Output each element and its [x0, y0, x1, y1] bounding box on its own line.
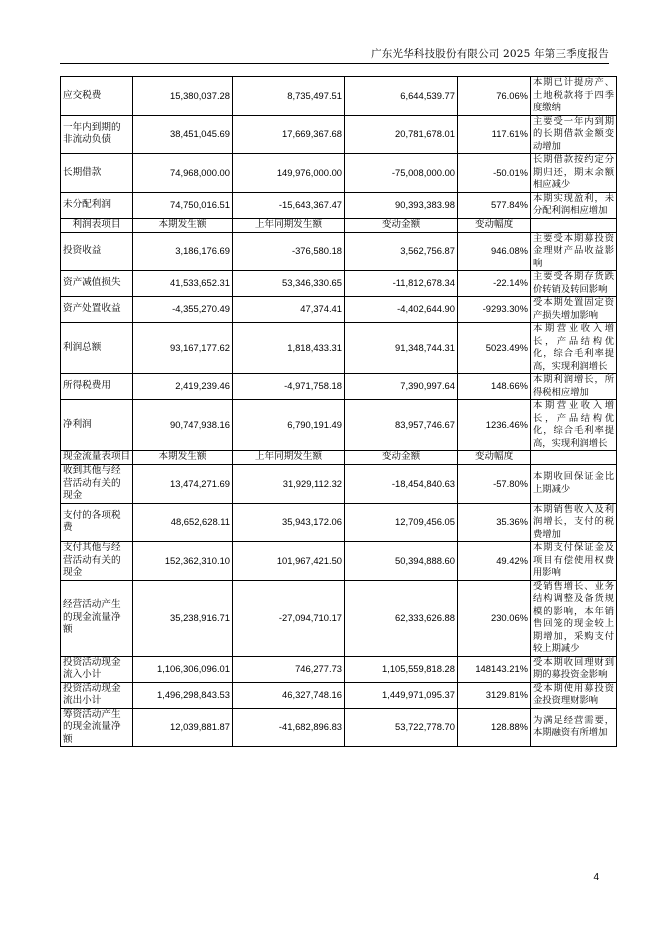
row-label: 支付的各项税费 [61, 503, 133, 542]
row-label: 应交税费 [61, 77, 133, 116]
current-period-value: 48,652,628.11 [133, 503, 233, 542]
current-period-value: 74,750,016.51 [133, 192, 233, 218]
change-amount: 50,394,888.60 [345, 542, 458, 581]
current-period-value: 3,186,176.69 [133, 232, 233, 271]
current-period-value: 90,747,938.16 [133, 400, 233, 451]
prior-period-value: -376,580.18 [233, 232, 345, 271]
row-label: 所得税费用 [61, 374, 133, 400]
prior-period-value: -15,643,367.47 [233, 192, 345, 218]
table-row [61, 580, 617, 656]
column-header-note [531, 218, 617, 232]
change-amount: 53,722,778.70 [345, 708, 458, 747]
page-number: 4 [593, 872, 599, 883]
column-header-current: 本期发生额 [133, 451, 233, 465]
change-reason: 受销售增长、业务结构调整及备货规模的影响，本年销售回笼的现金较上期增加，采购支付较上期减少 [531, 580, 617, 656]
column-header-percent: 变动幅度 [458, 218, 531, 232]
change-percent: -9293.30% [458, 297, 531, 323]
prior-period-value: -4,971,758.18 [233, 374, 345, 400]
change-reason: 受本期使用募投资金投资理财影响 [531, 682, 617, 708]
column-header-change: 变动金额 [345, 451, 458, 465]
column-header-previous: 上年同期发生额 [233, 218, 345, 232]
change-amount: 1,105,559,818.28 [345, 656, 458, 682]
row-label: 资产减值损失 [61, 271, 133, 297]
change-percent: 3129.81% [458, 682, 531, 708]
change-reason: 长期借款按约定分期归还，期末余额相应减少 [531, 154, 617, 193]
change-amount: -75,008,000.00 [345, 154, 458, 193]
table-row [61, 682, 617, 708]
prior-period-value: 35,943,172.06 [233, 503, 345, 542]
current-period-value: -4,355,270.49 [133, 297, 233, 323]
financial-changes-table [60, 76, 617, 747]
change-percent: 230.06% [458, 580, 531, 656]
current-period-value: 74,968,000.00 [133, 154, 233, 193]
row-label: 筹资活动产生的现金流量净额 [61, 708, 133, 747]
prior-period-value: 101,967,421.50 [233, 542, 345, 581]
change-amount: -4,402,644.90 [345, 297, 458, 323]
table-row [61, 297, 617, 323]
row-label: 支付其他与经营活动有关的现金 [61, 542, 133, 581]
prior-period-value: 47,374.41 [233, 297, 345, 323]
change-reason: 主要受一年内到期的长期借款金额变动增加 [531, 115, 617, 154]
row-label: 一年内到期的非流动负债 [61, 115, 133, 154]
change-reason: 本期销售收入及利润增长，支付的税费增加 [531, 503, 617, 542]
change-amount: 7,390,997.64 [345, 374, 458, 400]
change-reason: 本期收回保证金比上期减少 [531, 465, 617, 504]
change-percent: 577.84% [458, 192, 531, 218]
current-period-value: 35,238,916.71 [133, 580, 233, 656]
current-period-value: 1,496,298,843.53 [133, 682, 233, 708]
row-label: 未分配利润 [61, 192, 133, 218]
table-row [61, 232, 617, 271]
prior-period-value: -27,094,710.17 [233, 580, 345, 656]
change-reason: 本期利润增长，所得税相应增加 [531, 374, 617, 400]
change-reason: 受本期收回理财到期的募投资金影响 [531, 656, 617, 682]
change-amount: -18,454,840.63 [345, 465, 458, 504]
current-period-value: 15,380,037.28 [133, 77, 233, 116]
column-header-percent: 变动幅度 [458, 451, 531, 465]
change-percent: 117.61% [458, 115, 531, 154]
current-period-value: 93,167,177.62 [133, 323, 233, 374]
change-percent: 5023.49% [458, 323, 531, 374]
current-period-value: 2,419,239.46 [133, 374, 233, 400]
prior-period-value: 17,669,367.68 [233, 115, 345, 154]
row-label: 经营活动产生的现金流量净额 [61, 580, 133, 656]
change-percent: 128.88% [458, 708, 531, 747]
row-label: 资产处置收益 [61, 297, 133, 323]
change-percent: 49.42% [458, 542, 531, 581]
change-reason: 本期营业收入增长，产品结构优化，综合毛利率提高，实现利润增长 [531, 400, 617, 451]
change-reason: 本期已计提房产、土地税款将于四季度缴纳 [531, 77, 617, 116]
current-period-value: 12,039,881.87 [133, 708, 233, 747]
table-row [61, 154, 617, 193]
row-label: 收到其他与经营活动有关的现金 [61, 465, 133, 504]
change-percent: -50.01% [458, 154, 531, 193]
table-row [61, 323, 617, 374]
change-reason: 本期营业收入增长，产品结构优化，综合毛利率提高，实现利润增长 [531, 323, 617, 374]
column-header-item: 利润表项目 [61, 218, 133, 232]
current-period-value: 13,474,271.69 [133, 465, 233, 504]
table-row [61, 374, 617, 400]
column-header-item: 现金流量表项目 [61, 451, 133, 465]
section-header-row [61, 451, 617, 465]
table-row [61, 503, 617, 542]
change-percent: 148143.21% [458, 656, 531, 682]
change-amount: 83,957,746.67 [345, 400, 458, 451]
table-row [61, 465, 617, 504]
change-reason: 本期实现盈利，未分配利润相应增加 [531, 192, 617, 218]
change-percent: 946.08% [458, 232, 531, 271]
change-reason: 本期支付保证金及项目有偿使用权费用影响 [531, 542, 617, 581]
prior-period-value: 746,277.73 [233, 656, 345, 682]
row-label: 投资活动现金流入小计 [61, 656, 133, 682]
report-header-title: 广东光华科技股份有限公司 2025 年第三季度报告 [371, 48, 609, 60]
table-row [61, 192, 617, 218]
table-row [61, 77, 617, 116]
change-amount: 91,348,744.31 [345, 323, 458, 374]
table-row [61, 115, 617, 154]
change-reason: 主要受各期存货跌价转销及转回影响 [531, 271, 617, 297]
column-header-previous: 上年同期发生额 [233, 451, 345, 465]
table-row [61, 656, 617, 682]
column-header-current: 本期发生额 [133, 218, 233, 232]
row-label: 投资活动现金流出小计 [61, 682, 133, 708]
prior-period-value: 149,976,000.00 [233, 154, 345, 193]
column-header-note [531, 451, 617, 465]
current-period-value: 38,451,045.69 [133, 115, 233, 154]
prior-period-value: 1,818,433.31 [233, 323, 345, 374]
change-percent: -22.14% [458, 271, 531, 297]
change-amount: 1,449,971,095.37 [345, 682, 458, 708]
change-amount: 62,333,626.88 [345, 580, 458, 656]
column-header-change: 变动金额 [345, 218, 458, 232]
table-row [61, 400, 617, 451]
current-period-value: 152,362,310.10 [133, 542, 233, 581]
change-percent: -57.80% [458, 465, 531, 504]
prior-period-value: 46,327,748.16 [233, 682, 345, 708]
prior-period-value: 31,929,112.32 [233, 465, 345, 504]
change-percent: 1236.46% [458, 400, 531, 451]
prior-period-value: 53,346,330.65 [233, 271, 345, 297]
change-amount: 90,393,383.98 [345, 192, 458, 218]
change-amount: 3,562,756.87 [345, 232, 458, 271]
change-amount: 12,709,456.05 [345, 503, 458, 542]
prior-period-value: 8,735,497.51 [233, 77, 345, 116]
row-label: 长期借款 [61, 154, 133, 193]
row-label: 投资收益 [61, 232, 133, 271]
current-period-value: 41,533,652.31 [133, 271, 233, 297]
row-label: 净利润 [61, 400, 133, 451]
prior-period-value: 6,790,191.49 [233, 400, 345, 451]
header-divider [60, 63, 609, 64]
change-amount: 20,781,678.01 [345, 115, 458, 154]
table-row [61, 708, 617, 747]
change-percent: 35.36% [458, 503, 531, 542]
financial-table-body [61, 77, 617, 747]
table-row [61, 271, 617, 297]
change-reason: 主要受本期募投资金理财产品收益影响 [531, 232, 617, 271]
table-row [61, 542, 617, 581]
change-reason: 为满足经营需要，本期融资有所增加 [531, 708, 617, 747]
change-amount: -11,812,678.34 [345, 271, 458, 297]
current-period-value: 1,106,306,096.01 [133, 656, 233, 682]
change-reason: 受本期处置固定资产损失增加影响 [531, 297, 617, 323]
row-label: 利润总额 [61, 323, 133, 374]
prior-period-value: -41,682,896.83 [233, 708, 345, 747]
section-header-row [61, 218, 617, 232]
change-percent: 76.06% [458, 77, 531, 116]
change-amount: 6,644,539.77 [345, 77, 458, 116]
change-percent: 148.66% [458, 374, 531, 400]
